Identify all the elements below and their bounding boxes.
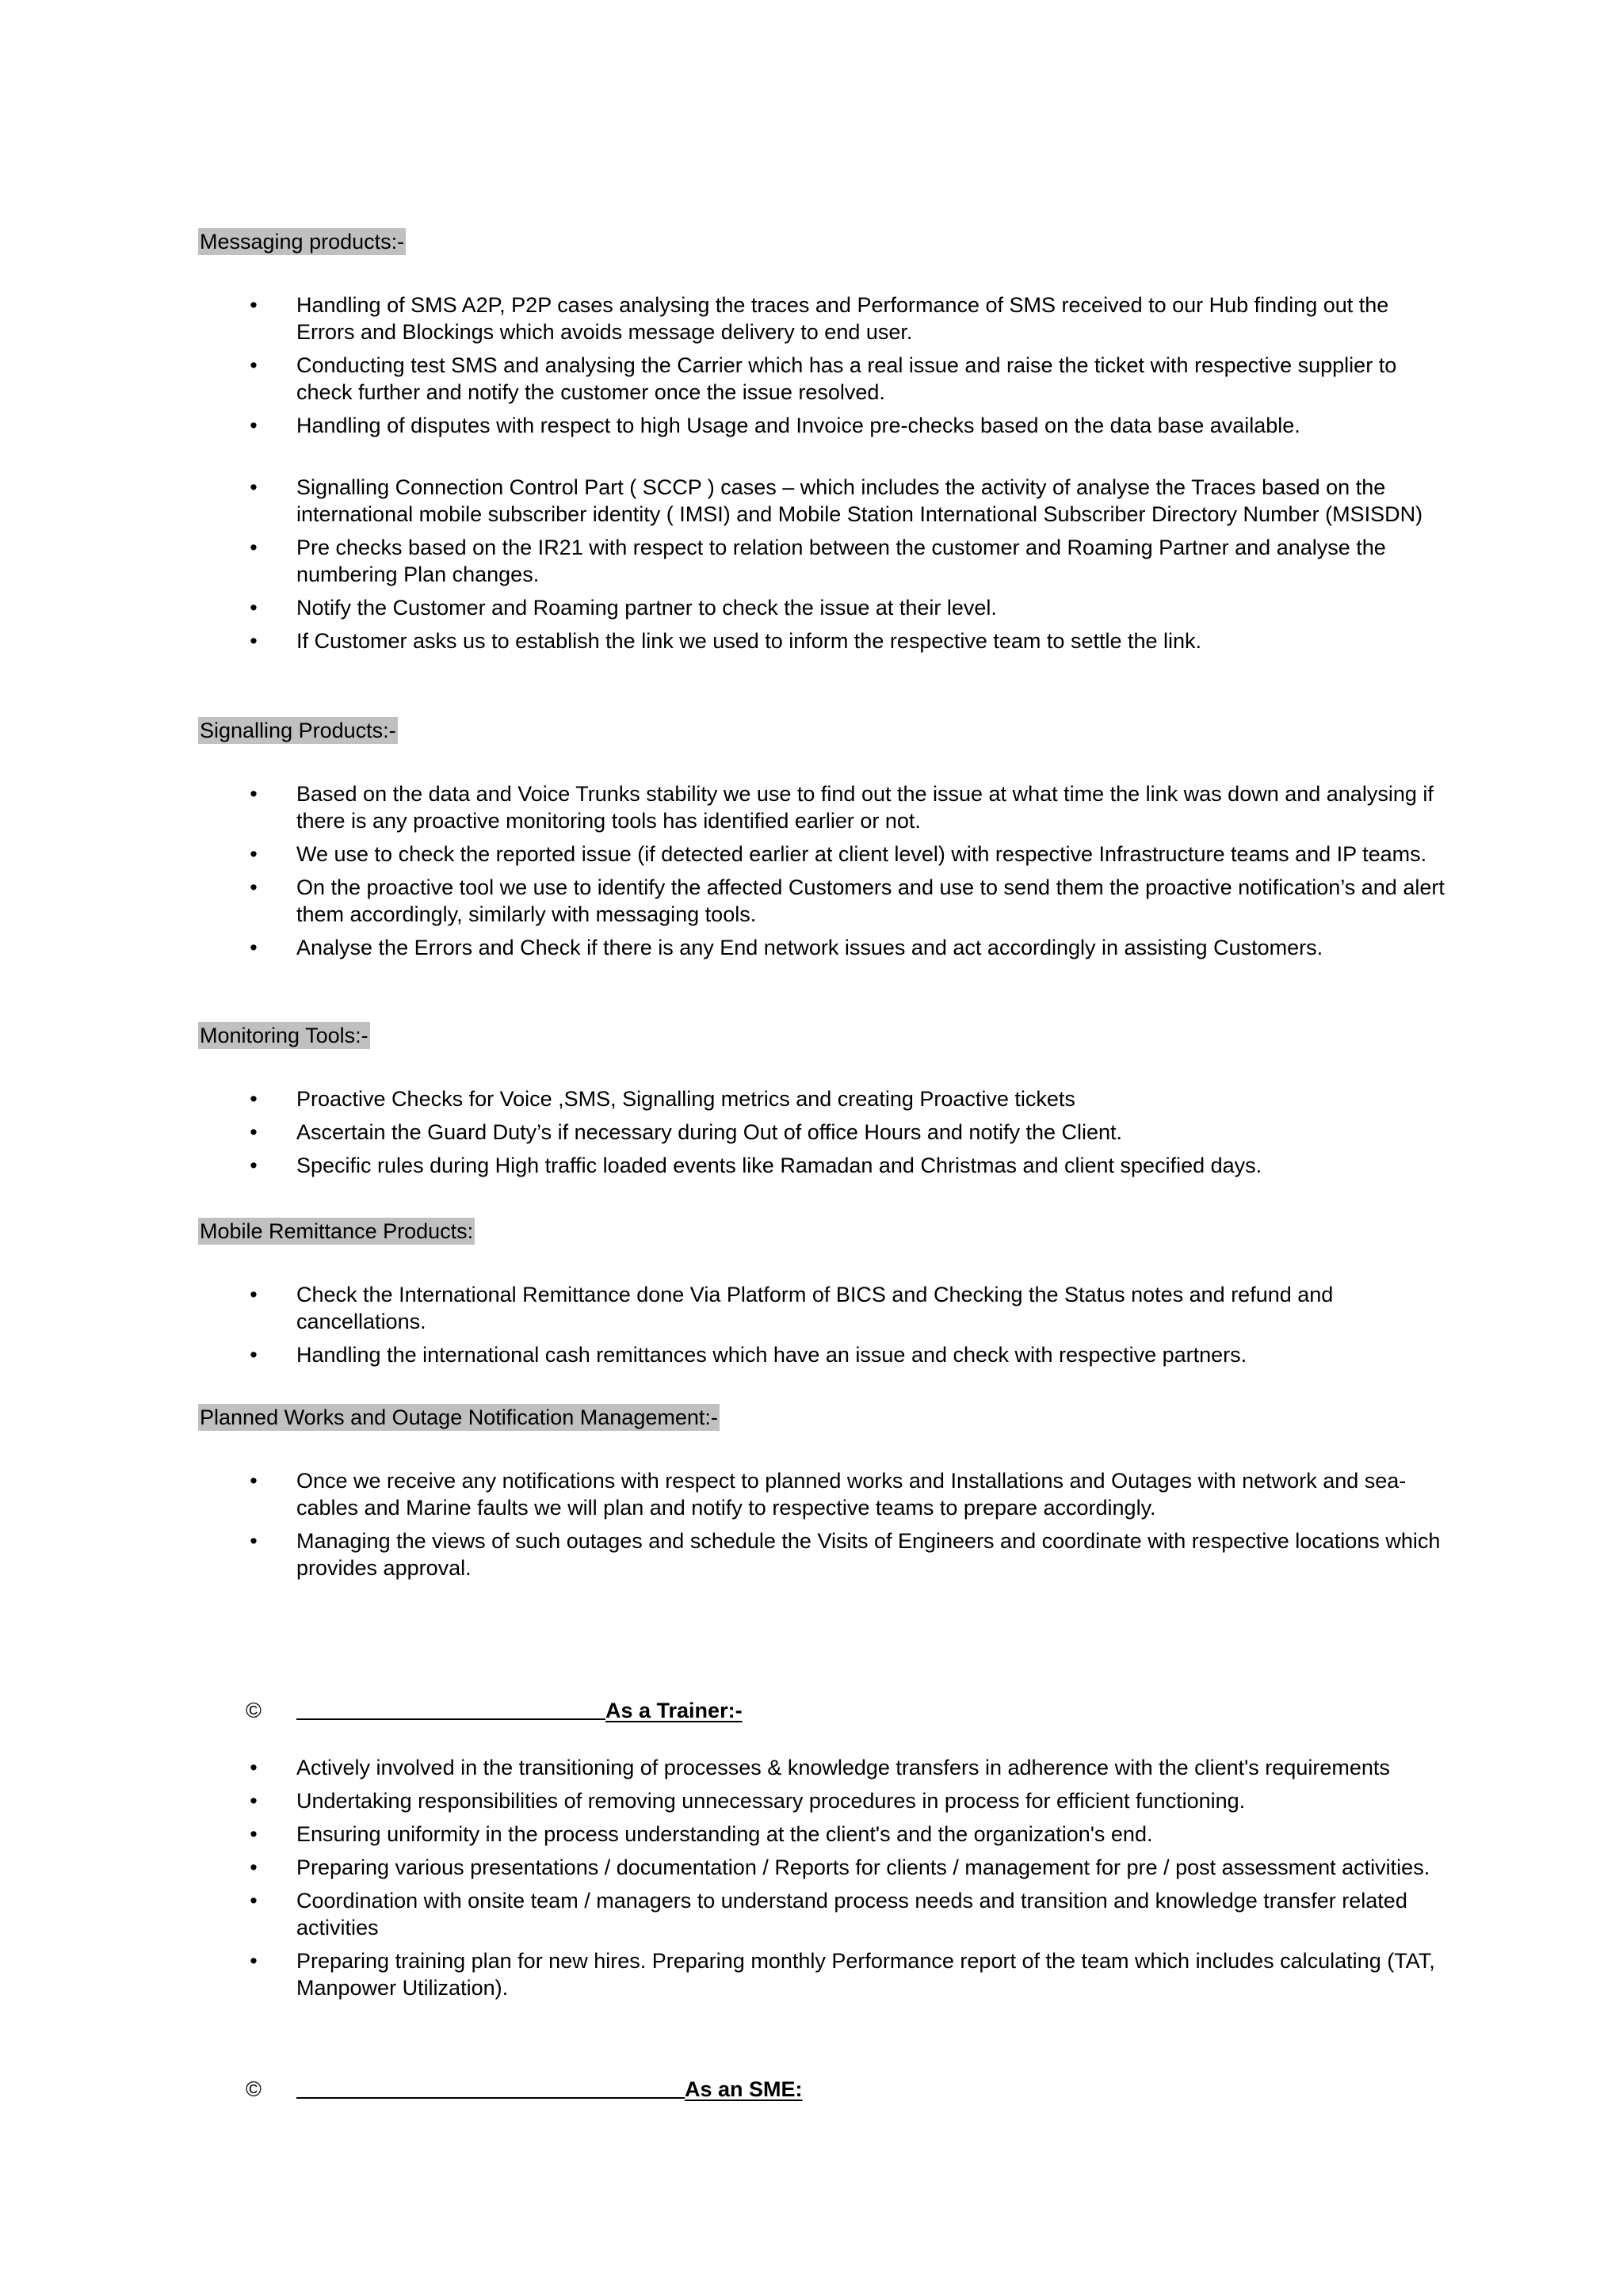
list-item: • Based on the data and Voice Trunks stability we use to find out the issue at what time the link was down and analysing if there is any proactive monitoring tools has identified earlier or not. [0, 780, 1623, 834]
monitoring-list [0, 1085, 1623, 1185]
remittance-list [0, 1281, 1623, 1375]
list-item: • Preparing various presentations / documentation / Reports for clients / management for pre / post assessment activities. [0, 1854, 1623, 1881]
list-item: • If Customer asks us to establish the link we used to inform the respective team to settle the link. [0, 627, 1623, 654]
section-heading-signalling: Signalling Products:- [200, 719, 396, 742]
copyright-icon: © [246, 2077, 262, 2101]
bullet-icon: • [250, 536, 258, 559]
list-item: • Handling of disputes with respect to high Usage and Invoice pre-checks based on the data base available. [0, 412, 1623, 439]
messaging-list [0, 292, 1623, 445]
bullet-icon: • [250, 414, 258, 437]
list-item: • We use to check the reported issue (if detected earlier at client level) with respective Infrastructure teams and IP teams. [0, 841, 1623, 868]
bullet-icon: • [250, 782, 258, 806]
list-item: • Preparing training plan for new hires. Preparing monthly Performance report of the team which includes calculating (TAT, Manpower Utilization). [0, 1947, 1623, 2001]
bullet-icon: • [250, 1789, 258, 1813]
list-item: • Analyse the Errors and Check if there is any End network issues and act accordingly in assisting Customers. [0, 934, 1623, 961]
section-heading-monitoring: Monitoring Tools:- [200, 1024, 369, 1047]
list-item: • Ensuring uniformity in the process understanding at the client's and the organization's end. [0, 1821, 1623, 1848]
bullet-icon: • [250, 936, 258, 959]
bullet-icon: • [250, 1087, 258, 1111]
bullet-icon: • [250, 353, 258, 377]
list-item: • Actively involved in the transitioning of processes & knowledge transfers in adherence with the client's requirements [0, 1754, 1623, 1781]
list-item: • Once we receive any notifications with respect to planned works and Installations and Outages with network and sea-cables and Marine faults we will plan and notify to respective teams to prepare accordingly. [0, 1467, 1623, 1521]
copyright-icon: © [246, 1699, 262, 1722]
list-item: • Managing the views of such outages and schedule the Visits of Engineers and coordinate with respective locations which provides approval. [0, 1527, 1623, 1581]
list-item: • Specific rules during High traffic loaded events like Ramadan and Christmas and client specified days. [0, 1152, 1623, 1179]
bullet-icon: • [250, 842, 258, 866]
bullet-icon: • [250, 293, 258, 317]
list-item: • Ascertain the Guard Duty’s if necessary during Out of office Hours and notify the Client. [0, 1119, 1623, 1146]
bullet-icon: • [250, 1469, 258, 1493]
trainer-list [0, 1754, 1623, 2008]
section-heading-remittance: Mobile Remittance Products: [200, 1219, 474, 1243]
sccp-list [0, 474, 1623, 661]
bullet-icon: • [250, 875, 258, 899]
bullet-icon: • [250, 1529, 258, 1553]
list-item: • Handling the international cash remittances which have an issue and check with respective partners. [0, 1341, 1623, 1368]
list-item: • Proactive Checks for Voice ,SMS, Signalling metrics and creating Proactive tickets [0, 1085, 1623, 1112]
planned-works-list [0, 1467, 1623, 1588]
list-item: • Conducting test SMS and analysing the Carrier which has a real issue and raise the ticket with respective supplier to check further and notify the customer once the issue resolved. [0, 352, 1623, 406]
bullet-icon: • [250, 1343, 258, 1367]
bullet-icon: • [250, 475, 258, 499]
trainer-title-line [0, 1697, 1623, 1724]
bullet-icon: • [250, 1283, 258, 1306]
signalling-list [0, 780, 1623, 967]
bullet-icon: • [250, 1822, 258, 1846]
list-item: • Notify the Customer and Roaming partner to check the issue at their level. [0, 594, 1623, 621]
list-item: • Undertaking responsibilities of removing unnecessary procedures in process for efficient functioning. [0, 1787, 1623, 1814]
sme-title-line [0, 2076, 1623, 2103]
section-heading-planned-works: Planned Works and Outage Notification Management:- [200, 1405, 718, 1429]
list-item: • On the proactive tool we use to identify the affected Customers and use to send them the proactive notification’s and alert them accordingly, similarly with messaging tools. [0, 874, 1623, 928]
sme-title: As an SME: [685, 2077, 803, 2101]
trainer-title: As a Trainer:- [605, 1699, 743, 1722]
bullet-icon: • [250, 1756, 258, 1779]
bullet-icon: • [250, 1889, 258, 1913]
section-heading-messaging: Messaging products:- [200, 230, 405, 254]
bullet-icon: • [250, 1154, 258, 1177]
bullet-icon: • [250, 629, 258, 653]
list-item: • Signalling Connection Control Part ( SCCP ) cases – which includes the activity of analyse the Traces based on the international mobile subscriber identity ( IMSI) and Mobile Station International Subscriber Directory Number (MSISDN) [0, 474, 1623, 528]
bullet-icon: • [250, 596, 258, 620]
title-underline-rule [296, 1718, 605, 1720]
list-item: • Pre checks based on the IR21 with respect to relation between the customer and Roaming Partner and analyse the numbering Plan changes. [0, 534, 1623, 588]
list-item: • Coordination with onsite team / managers to understand process needs and transition and knowledge transfer related activities [0, 1887, 1623, 1941]
list-item: • Check the International Remittance done Via Platform of BICS and Checking the Status notes and refund and cancellations. [0, 1281, 1623, 1335]
list-item: • Handling of SMS A2P, P2P cases analysing the traces and Performance of SMS received to our Hub finding out the Errors and Blockings which avoids message delivery to end user. [0, 292, 1623, 345]
bullet-icon: • [250, 1949, 258, 1973]
bullet-icon: • [250, 1120, 258, 1144]
bullet-icon: • [250, 1855, 258, 1879]
title-underline-rule [296, 2097, 685, 2099]
